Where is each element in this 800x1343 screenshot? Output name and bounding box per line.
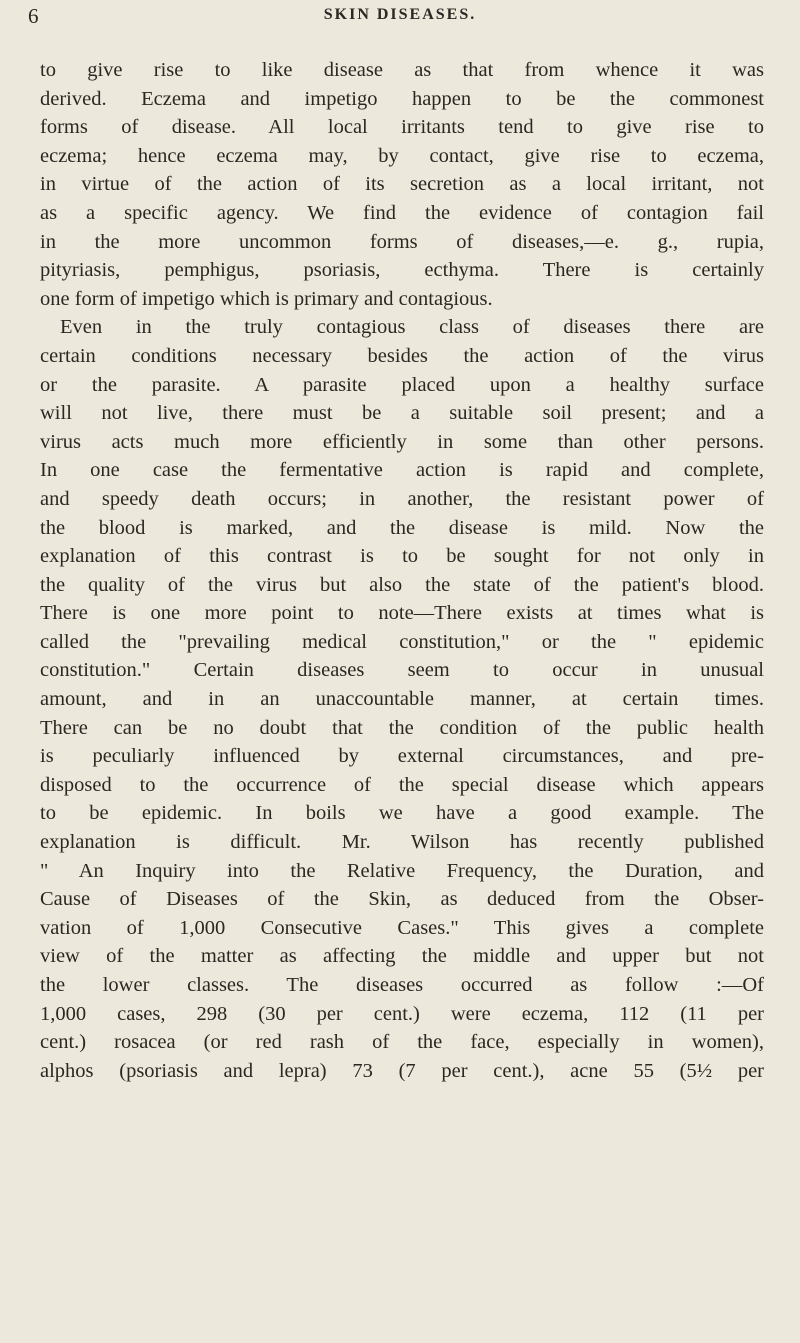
text-line: pityriasis, pemphigus, psoriasis, ecthyma. There is certainly bbox=[40, 259, 764, 282]
text-line: 1,000 cases, 298 (30 per cent.) were eczema, 112 (11 per bbox=[40, 1002, 764, 1025]
text-line: vation of 1,000 Consecutive Cases." This gives a complete bbox=[40, 916, 764, 939]
text-line: derived. Eczema and impetigo happen to be the commonest bbox=[40, 87, 764, 110]
text-line: virus acts much more efficiently in some than other persons. bbox=[40, 430, 764, 453]
text-line: certain conditions necessary besides the action of the virus bbox=[40, 344, 764, 367]
text-line: explanation is difficult. Mr. Wilson has recently published bbox=[40, 831, 764, 854]
text-line: the blood is marked, and the disease is mild. Now the bbox=[40, 516, 764, 539]
text-line: the lower classes. The diseases occurred as follow :—Of bbox=[40, 974, 764, 996]
text-line: " An Inquiry into the Relative Frequency, the Duration, and bbox=[40, 859, 764, 882]
text-line: Cause of Diseases of the Skin, as deduced from the Obser- bbox=[40, 888, 764, 911]
text-line: or the parasite. A parasite placed upon a healthy surface bbox=[40, 373, 764, 396]
page-number: 6 bbox=[28, 4, 39, 28]
text-line: constitution." Certain diseases seem to occur in unusual bbox=[40, 659, 764, 682]
text-line: There is one more point to note—There exists at times what is bbox=[40, 602, 764, 625]
text-line: will not live, there must be a suitable soil present; and a bbox=[40, 402, 764, 425]
text-line: called the "prevailing medical constitution," or the " epidemic bbox=[40, 630, 764, 653]
text-line: one form of impetigo which is primary and contagious. bbox=[40, 287, 493, 310]
text-line: and speedy death occurs; in another, the resistant power of bbox=[40, 487, 764, 510]
text-line: disposed to the occurrence of the special disease which appears bbox=[40, 773, 764, 796]
text-line: as a specific agency. We find the evidence of contagion fail bbox=[40, 201, 764, 224]
text-line: in virtue of the action of its secretion as a local irritant, not bbox=[40, 173, 764, 196]
text-line: to give rise to like disease as that from whence it was bbox=[40, 59, 764, 81]
text-line: in the more uncommon forms of diseases,—e. g., rupia, bbox=[40, 230, 764, 253]
text-line: alphos (psoriasis and lepra) 73 (7 per cent.), acne 55 (5½ per bbox=[40, 1059, 764, 1082]
page-header bbox=[0, 4, 800, 34]
text-line: In one case the fermentative action is rapid and complete, bbox=[40, 459, 764, 482]
body-text bbox=[40, 56, 764, 1085]
running-head: SKIN DISEASES. bbox=[323, 6, 477, 23]
text-line: explanation of this contrast is to be sought for not only in bbox=[40, 545, 764, 568]
text-line: cent.) rosacea (or red rash of the face, especially in women), bbox=[40, 1031, 764, 1054]
text-line: amount, and in an unaccountable manner, at certain times. bbox=[40, 688, 764, 711]
text-line: to be epidemic. In boils we have a good example. The bbox=[40, 802, 764, 825]
text-line: Even in the truly contagious class of diseases there are bbox=[60, 316, 764, 339]
text-line: the quality of the virus but also the state of the patient's blood. bbox=[40, 573, 764, 596]
text-line: forms of disease. All local irritants tend to give rise to bbox=[40, 116, 764, 139]
text-line: There can be no doubt that the condition of the public health bbox=[40, 716, 764, 739]
text-line: is peculiarly influenced by external circumstances, and pre- bbox=[40, 745, 764, 768]
text-line: view of the matter as affecting the middle and upper but not bbox=[40, 945, 764, 968]
text-line: eczema; hence eczema may, by contact, give rise to eczema, bbox=[40, 144, 764, 167]
